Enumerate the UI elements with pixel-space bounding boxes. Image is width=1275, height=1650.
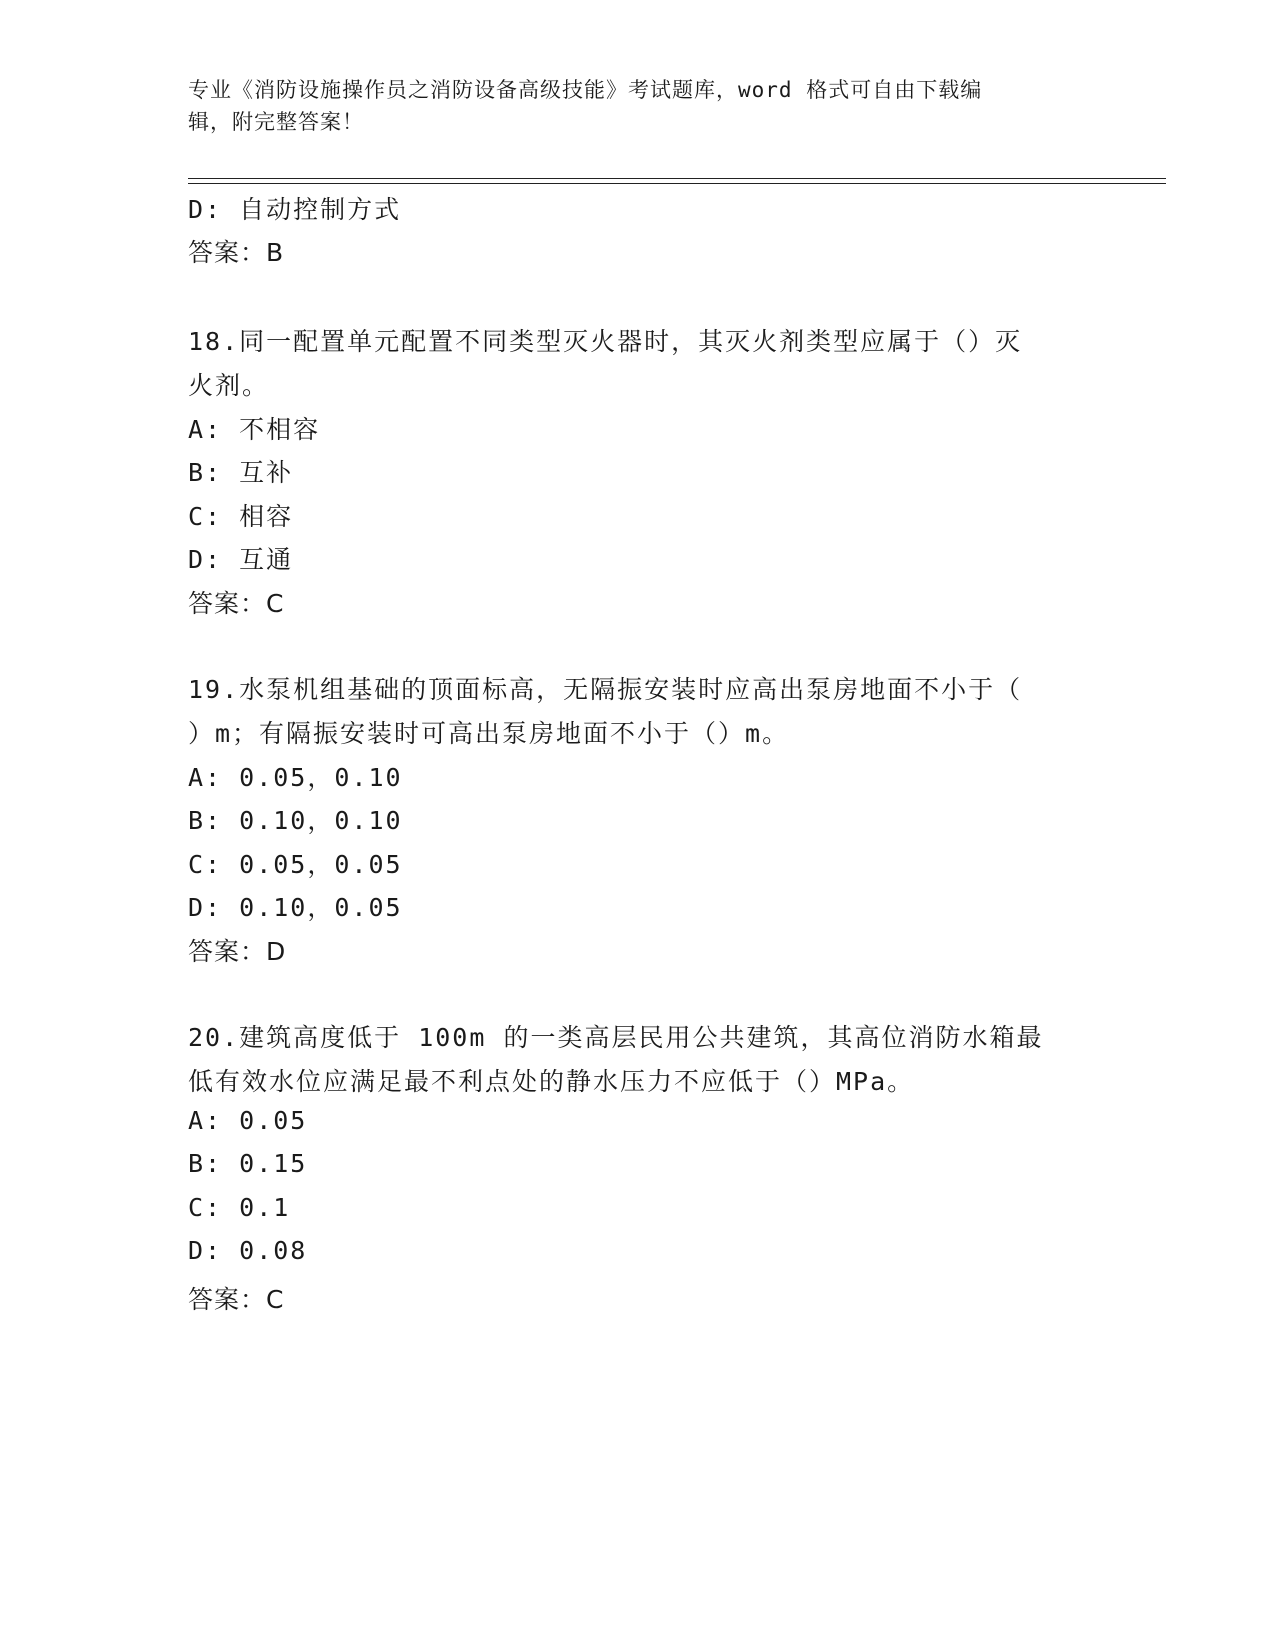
- option-d: D: 互通: [188, 545, 294, 574]
- option-b: B: 0.10，0.10: [188, 806, 403, 835]
- question-stem-line-1: 19.水泵机组基础的顶面标高，无隔振安装时应高出泵房地面不小于（: [188, 675, 1023, 704]
- option-c: C: 相容: [188, 502, 294, 531]
- option-b: B: 0.15: [188, 1149, 308, 1178]
- header-divider-top: [188, 178, 1166, 179]
- question-stem-line-2: 低有效水位应满足最不利点处的静水压力不应低于（）MPa。: [188, 1067, 915, 1096]
- option-a: A: 0.05，0.10: [188, 763, 403, 792]
- option-b: B: 互补: [188, 458, 294, 487]
- option-c: C: 0.05，0.05: [188, 850, 403, 879]
- option-c: C: 0.1: [188, 1193, 291, 1222]
- answer-line: 答案：C: [188, 1285, 285, 1314]
- document-header: [188, 74, 1068, 138]
- question-stem-line-1: 18.同一配置单元配置不同类型灭火器时，其灭火剂类型应属于（）灭: [188, 327, 1023, 356]
- option-d: D: 0.10，0.05: [188, 893, 403, 922]
- question-stem-line-2: 火剂。: [188, 371, 270, 400]
- option-d: D: 自动控制方式: [188, 195, 402, 224]
- header-divider-bottom: [188, 183, 1166, 184]
- answer-line: 答案：B: [188, 238, 285, 267]
- answer-line: 答案：D: [188, 937, 287, 966]
- option-a: A: 0.05: [188, 1106, 308, 1135]
- answer-line: 答案：C: [188, 589, 285, 618]
- option-a: A: 不相容: [188, 415, 321, 444]
- question-stem-line-2: ）m；有隔振安装时可高出泵房地面不小于（）m。: [188, 719, 790, 748]
- header-line-2: 辑，附完整答案！: [188, 110, 364, 134]
- header-line-1: 专业《消防设施操作员之消防设备高级技能》考试题库，word 格式可自由下载编: [188, 78, 983, 102]
- question-stem-line-1: 20.建筑高度低于 100m 的一类高层民用公共建筑，其高位消防水箱最: [188, 1023, 1044, 1052]
- option-d: D: 0.08: [188, 1236, 308, 1265]
